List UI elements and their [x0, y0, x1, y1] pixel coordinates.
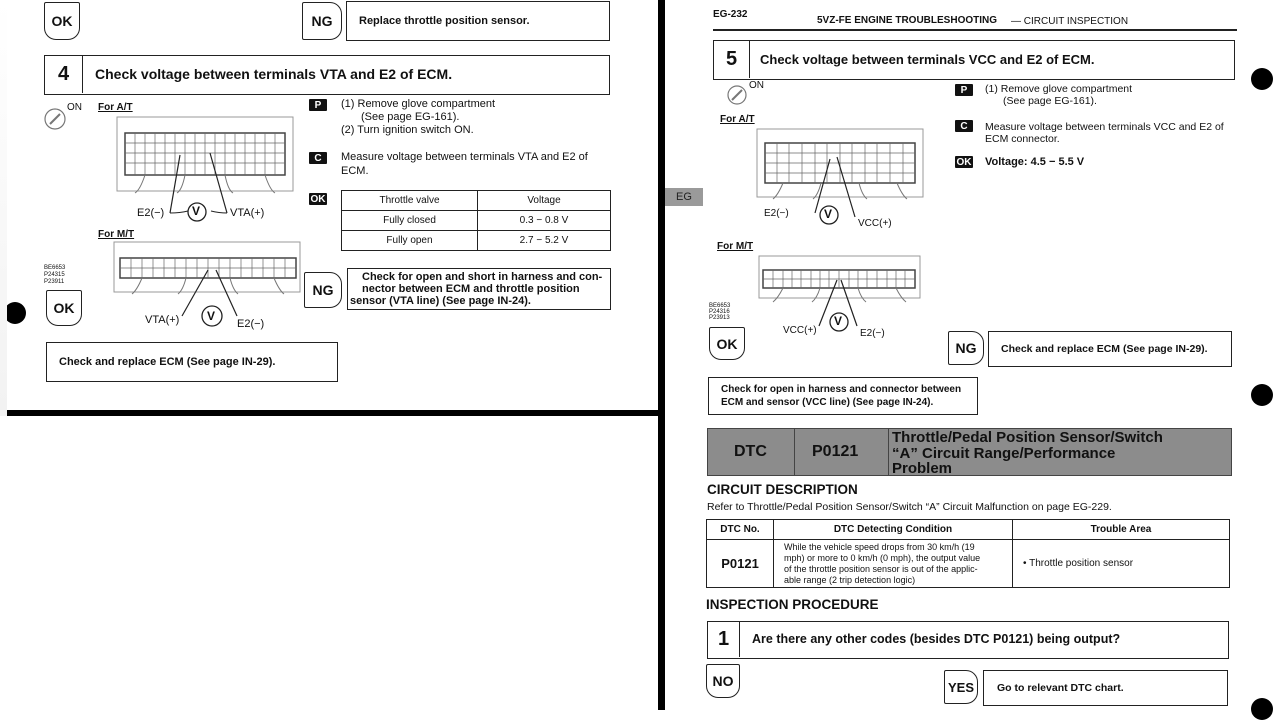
- punch-hole-right-middle: [1251, 384, 1273, 406]
- voltage-table-cell: Fully closed: [342, 211, 478, 231]
- center-divider: [658, 0, 665, 710]
- voltmeter-v-at: V: [192, 204, 201, 218]
- figure-code-3: P23913: [709, 315, 730, 321]
- ng-action-text-top: Replace throttle position sensor.: [359, 15, 530, 27]
- dtc-table-header: DTC No.: [707, 520, 774, 540]
- vcc-label-mt: VCC(+): [783, 325, 817, 336]
- vcc-label-at: VCC(+): [858, 218, 892, 229]
- left-page: [0, 0, 660, 416]
- ng-action-box-top: [346, 1, 610, 41]
- ignition-on-label: ON: [749, 80, 764, 91]
- ignition-key-icon: [44, 108, 66, 130]
- voltage-table-cell: 0.3 − 0.8 V: [478, 211, 611, 231]
- header-subtitle: — CIRCUIT INSPECTION: [1011, 16, 1129, 27]
- punch-hole-left: [4, 302, 26, 324]
- e2-label-at: E2(−): [764, 208, 789, 219]
- step5-number: 5: [714, 41, 750, 78]
- p-badge: P: [955, 84, 973, 96]
- dtc-header-bar: [707, 428, 1232, 476]
- right-page: [665, 0, 1278, 710]
- dtc-condition-line: of the throttle position sensor is out of the applic-: [784, 563, 978, 574]
- no-tag: NO: [706, 664, 740, 698]
- voltage-table-header-voltage: Voltage: [478, 191, 611, 211]
- c-line-1: Measure voltage between terminals VTA and E2 of: [341, 151, 588, 163]
- voltage-table-cell: Fully open: [342, 231, 478, 251]
- punch-hole-right-top: [1251, 68, 1273, 90]
- figure-code-3: P23911: [44, 279, 65, 285]
- dtc-table: [706, 519, 1230, 588]
- ok-voltage-text: Voltage: 4.5 − 5.5 V: [985, 156, 1085, 168]
- open-check-line-2: ECM and sensor (VCC line) (See page IN-24).: [721, 397, 934, 408]
- ng-middle-line-2: nector between ECM and throttle position: [362, 283, 580, 295]
- figure-code-2: P24316: [709, 309, 730, 315]
- eg-tab-label: EG: [676, 191, 692, 203]
- c-line-1: Measure voltage between terminals VCC and E2 of: [985, 121, 1224, 133]
- open-check-line-1: Check for open in harness and connector between: [721, 384, 962, 395]
- p-line-1: (1) Remove glove compartment: [985, 83, 1133, 95]
- ng-tag: NG: [948, 331, 984, 365]
- inspection-procedure-heading: INSPECTION PROCEDURE: [706, 597, 879, 612]
- dtc-title-line-1: Throttle/Pedal Position Sensor/Switch: [892, 429, 1163, 446]
- voltage-table: [341, 190, 611, 251]
- vta-label-at: VTA(+): [230, 207, 265, 219]
- ng-middle-line-1: Check for open and short in harness and con-: [362, 271, 603, 283]
- dtc-title-line-2: “A” Circuit Range/Performance: [892, 445, 1116, 462]
- ng-middle-line-3: sensor (VTA line) (See page IN-24).: [350, 295, 531, 307]
- ignition-key-icon: [727, 85, 747, 105]
- ng-action-text: Check and replace ECM (See page IN-29).: [1001, 343, 1208, 355]
- for-mt-label: For M/T: [98, 229, 135, 240]
- step1-number: 1: [708, 622, 740, 657]
- circuit-description-text: Refer to Throttle/Pedal Position Sensor/Switch “A” Circuit Malfunction on page EG-229.: [707, 501, 1112, 513]
- yes-tag: YES: [944, 670, 978, 704]
- figure-code-2: P24315: [44, 272, 65, 278]
- replace-ecm-box: [46, 342, 338, 382]
- step4-header: [44, 55, 610, 95]
- figure-code-1: BE6653: [709, 303, 731, 309]
- p-line-3: (2) Turn ignition switch ON.: [341, 124, 474, 136]
- dtc-title-line-3: Problem: [892, 460, 953, 477]
- voltmeter-v-at: V: [824, 207, 833, 221]
- e2-label-mt: E2(−): [237, 318, 265, 330]
- c-line-2: ECM connector.: [985, 133, 1060, 145]
- circuit-description-heading: CIRCUIT DESCRIPTION: [707, 482, 858, 497]
- left-page-bottom-edge: [0, 410, 660, 416]
- punch-hole-right-bottom: [1251, 698, 1273, 720]
- ok-tag-top: OK: [44, 2, 80, 40]
- step1-title: Are there any other codes (besides DTC P0121) being output?: [752, 632, 1121, 646]
- ignition-on-label: ON: [67, 102, 82, 113]
- header-title: 5VZ-FE ENGINE TROUBLESHOOTING: [817, 15, 998, 26]
- p-line-2: (See page EG-161).: [1003, 95, 1097, 107]
- c-badge: C: [955, 120, 973, 132]
- ok-tag: OK: [709, 327, 745, 360]
- dtc-table-header: DTC Detecting Condition: [774, 520, 1013, 540]
- e2-label-mt: E2(−): [860, 328, 885, 339]
- ng-action-box: [988, 331, 1232, 367]
- voltmeter-v-mt: V: [834, 314, 843, 328]
- step5-header: [713, 40, 1235, 80]
- ng-tag-middle: NG: [304, 272, 342, 308]
- ng-action-box-middle: [347, 268, 611, 310]
- voltmeter-v-mt: V: [207, 309, 216, 323]
- step1-header: [707, 621, 1229, 659]
- dtc-condition-line: While the vehicle speed drops from 30 km/h (19: [784, 541, 975, 552]
- c-badge: C: [309, 152, 327, 164]
- dtc-code: P0121: [812, 443, 859, 460]
- open-check-box: [708, 377, 978, 415]
- dtc-table-condition: [774, 540, 1013, 588]
- c-line-2: ECM.: [341, 165, 369, 177]
- for-mt-label: For M/T: [717, 241, 754, 252]
- dtc-condition-line: mph) or more to 0 km/h (0 mph), the output value: [784, 552, 981, 563]
- step4-title: Check voltage between terminals VTA and E2 of ECM.: [95, 66, 453, 82]
- dtc-table-header: Trouble Area: [1013, 520, 1230, 540]
- header-rule: [713, 29, 1237, 31]
- p-badge: P: [309, 99, 327, 111]
- e2-label-at: E2(−): [137, 207, 165, 219]
- for-at-label: For A/T: [98, 102, 133, 113]
- replace-ecm-text: Check and replace ECM (See page IN-29).: [59, 356, 276, 368]
- ok-badge: OK: [956, 156, 972, 168]
- yes-action-box: [983, 670, 1228, 706]
- voltage-table-cell: 2.7 − 5.2 V: [478, 231, 611, 251]
- step4-number: 4: [45, 56, 83, 93]
- dtc-table-area: • Throttle position sensor: [1013, 540, 1230, 588]
- p-line-1: (1) Remove glove compartment: [341, 98, 496, 110]
- vta-label-mt: VTA(+): [145, 314, 180, 326]
- yes-action-text: Go to relevant DTC chart.: [997, 682, 1124, 694]
- voltage-table-header-throttle: Throttle valve: [342, 191, 478, 211]
- p-line-2: (See page EG-161).: [361, 111, 460, 123]
- dtc-label: DTC: [734, 443, 767, 460]
- ng-tag-top: NG: [302, 2, 342, 40]
- ok-badge: OK: [310, 193, 326, 205]
- for-at-label: For A/T: [720, 114, 755, 125]
- dtc-table-code: P0121: [707, 540, 774, 588]
- ok-tag-bottom: OK: [46, 290, 82, 326]
- dtc-condition-line: able range (2 trip detection logic): [784, 574, 916, 585]
- step5-title: Check voltage between terminals VCC and E2 of ECM.: [760, 52, 1095, 67]
- left-page-margin: [0, 0, 7, 416]
- figure-code-1: BE6653: [44, 265, 66, 271]
- page-number: EG-232: [713, 9, 748, 20]
